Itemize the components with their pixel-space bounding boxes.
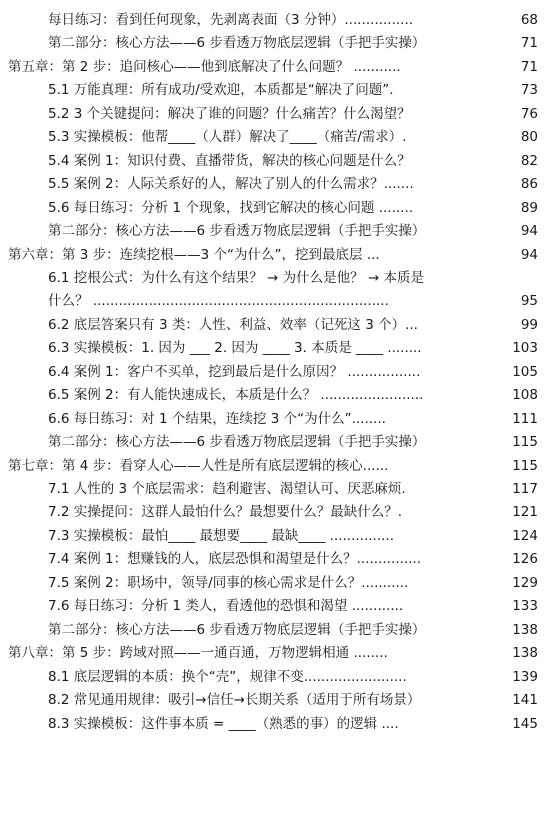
toc-entry-title: 第二部分：核心方法——6 步看透万物底层逻辑（手把手实操） [48,621,426,638]
toc-page-number: 71 [520,35,538,52]
toc-entry-title: 什么？ ..................................................................... [48,293,389,310]
toc-entry-title: 6.3 实操模板：1. 因为 ___ 2. 因为 ____ 3. 本质是 ____ ........ [48,340,422,357]
toc-entry-title: 7.6 每日练习：分析 1 类人，看透他的恐惧和渴望 ............ [48,598,404,615]
toc-entry-title: 第五章：第 2 步：追问核心——他到底解决了什么问题？ ........... [8,58,401,75]
toc-page-number: 111 [512,410,538,427]
toc-entry-title: 5.1 万能真理：所有成功/受欢迎，本质都是“解决了问题”. [48,82,394,99]
toc-page-number: 138 [512,645,538,662]
toc-page-number: 129 [512,574,538,591]
toc-page-number: 126 [512,551,538,568]
toc-entry-title: 7.3 实操模板：最怕____ 最想要____ 最缺____ ............... [48,527,395,544]
toc-entry-title: 每日练习：看到任何现象，先剥离表面（3 分钟）................ [48,12,414,28]
toc-page-number: 86 [520,176,538,193]
toc-page-number: 71 [520,58,538,75]
toc-page-number: 145 [512,715,538,732]
toc-page-number: 89 [520,199,538,216]
toc-page-number: 115 [512,434,538,451]
toc-page-number: 121 [512,504,538,521]
toc-page-number: 124 [512,527,538,544]
toc-page-number: 94 [520,223,538,240]
toc-entry-title: 5.5 案例 2：人际关系好的人，解决了别人的什么需求？....... [48,176,414,193]
toc-page-number: 68 [520,12,538,28]
toc-page-number: 103 [512,340,538,357]
toc-page-number: 94 [520,246,538,263]
toc-page-number: 95 [520,293,538,310]
toc-entry-title: 8.1 底层逻辑的本质：换个“壳”，规律不变........................ [48,668,407,685]
toc-page-number: 80 [520,129,538,146]
toc-entry-title: 8.2 常见通用规律：吸引→信任→长期关系（适用于所有场景） [48,692,421,709]
toc-entry-title: 7.1 人性的 3 个底层需求：趋利避害、渴望认可、厌恶麻烦. [48,481,406,497]
toc-page-number: 73 [520,82,538,99]
toc-entry-title: 5.4 案例 1：知识付费、直播带货，解决的核心问题是什么？ [48,152,411,169]
toc-entry-title: 6.4 案例 1：客户不买单，挖到最后是什么原因？ ................. [48,363,421,380]
toc-entry-title: 6.1 挖根公式：为什么有这个结果？ → 为什么是他？ → 本质是 [48,269,425,286]
toc-entry-title: 6.6 每日练习：对 1 个结果，连续挖 3 个“为什么”........ [48,410,386,427]
toc-page-number: 138 [512,621,538,638]
toc-entry-title: 8.3 实操模板：这件事本质 = ____（熟悉的事）的逻辑 .... [48,715,399,732]
toc-entry-title: 7.2 实操提问：这群人最怕什么？最想要什么？最缺什么？. [48,504,403,521]
toc-entry-title: 5.6 每日练习：分析 1 个现象，找到它解决的核心问题 ........ [48,199,414,216]
toc-entry-title: 第二部分：核心方法——6 步看透万物底层逻辑（手把手实操） [48,434,426,451]
toc-entry-title: 第二部分：核心方法——6 步看透万物底层逻辑（手把手实操） [48,35,426,52]
toc-page-number: 133 [512,598,538,615]
toc-entry-title: 7.4 案例 1：想赚钱的人，底层恐惧和渴望是什么？............... [48,551,422,568]
toc-page-number: 105 [512,363,538,380]
toc-entry-title: 第七章：第 4 步：看穿人心——人性是所有底层逻辑的核心...... [8,457,389,474]
toc-entry-title: 5.3 实操模板：他帮____（人群）解决了____（痛苦/需求）. [48,129,407,146]
toc-page-number: 117 [512,481,538,497]
toc-entry-title: 5.2 3 个关键提问：解决了谁的问题？什么痛苦？什么渴望？ [48,105,411,122]
toc-entry-title: 6.5 案例 2：有人能快速成长，本质是什么？ ........................ [48,387,424,404]
toc-entry-title: 第二部分：核心方法——6 步看透万物底层逻辑（手把手实操） [48,223,426,240]
toc-page-number: 76 [520,105,538,122]
toc-page-number: 82 [520,152,538,169]
toc-page-number: 115 [512,457,538,474]
toc-entry-title: 6.2 底层答案只有 3 类：人性、利益、效率（记死这 3 个）... [48,316,418,333]
toc-entry-title: 第八章：第 5 步：跨域对照——一通百通，万物逻辑相通 ........ [8,645,388,662]
toc-entry-title: 第六章：第 3 步：连续挖根——3 个“为什么”，挖到最底层 ... [8,246,380,263]
toc-entry-title: 7.5 案例 2：职场中，领导/同事的核心需求是什么？........... [48,574,409,591]
toc-page-number: 141 [512,692,538,709]
toc-page-number: 108 [512,387,538,404]
toc-page-number: 99 [520,316,538,333]
toc-page-number: 139 [512,668,538,685]
